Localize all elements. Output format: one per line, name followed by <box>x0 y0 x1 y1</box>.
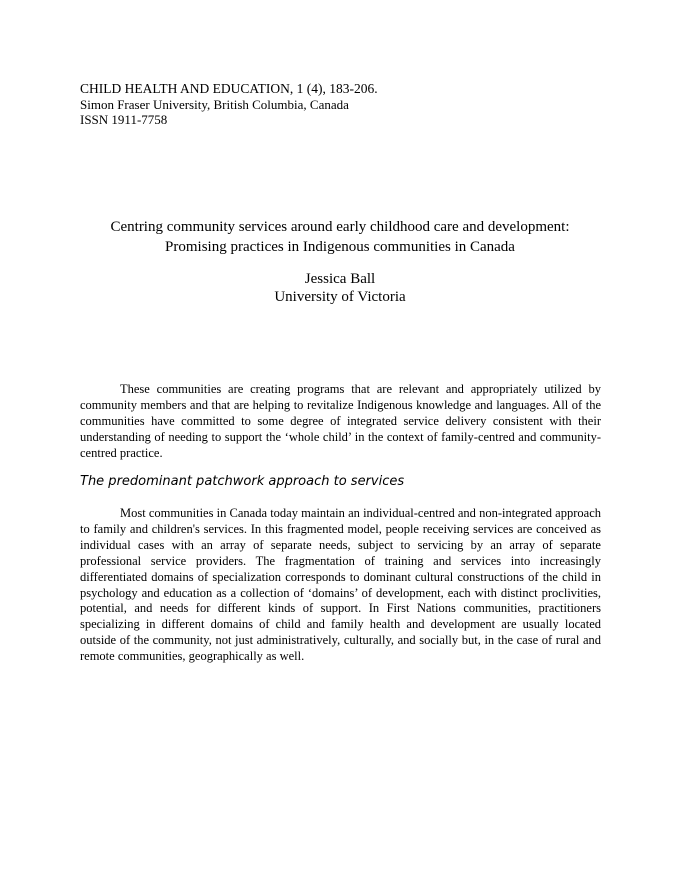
publisher-institution: Simon Fraser University, British Columbia, Canada <box>80 97 349 112</box>
author-name: Jessica Ball <box>304 271 376 287</box>
journal-header <box>80 81 378 127</box>
section-heading: The predominant patchwork approach to services <box>80 474 405 489</box>
body-paragraph-1: These communities are creating programs that are relevant and appropriately utilized by community members and that are helping to revitalize Indigenous knowledge and languages. All of the communities have committed to some degree of integrated service delivery consistent with their understanding of needing to support the ‘whole child’ in the context of family-centred and community-centred practice. <box>80 382 601 460</box>
issn-number: ISSN 1911-7758 <box>80 112 168 127</box>
title-line-1: Centring community services around early childhood care and development: <box>110 219 570 235</box>
paper-title <box>80 217 600 257</box>
journal-citation: CHILD HEALTH AND EDUCATION, 1 (4), 183-206. <box>80 81 378 96</box>
body-paragraph-2: Most communities in Canada today maintain an individual-centred and non-integrated approach to family and children's services. In this fragmented model, people receiving services are conceived as individual cases with an array of separate needs, subject to servicing by an array of separate professional service providers. The fragmentation of training and services into increasingly differentiated domains of specialization corresponds to dominant cultural constructions of the child in psychology and education as a collection of ‘domains’ of development, each with distinct proclivities, potential, and needs for different kinds of support. In First Nations communities, practitioners specializing in different domains of child and family health and development are usually located outside of the community, not just administratively, culturally, and socially but, in the case of rural and remote communities, geographically as well. <box>80 506 601 664</box>
author-block <box>80 270 600 306</box>
title-line-2: Promising practices in Indigenous communities in Canada <box>165 239 515 255</box>
author-affiliation: University of Victoria <box>274 289 406 305</box>
